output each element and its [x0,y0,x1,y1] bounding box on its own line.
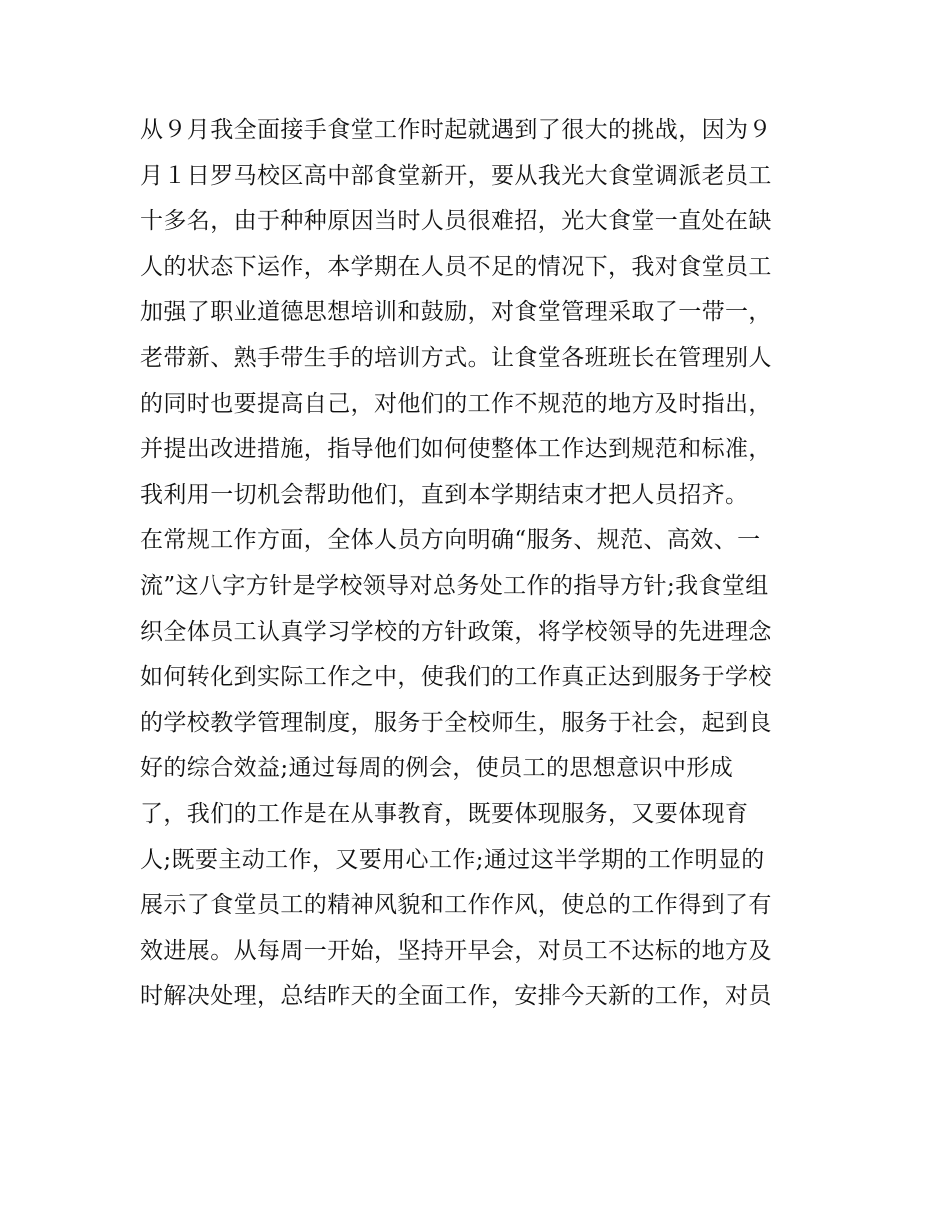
text-line: 的同时也要提高自己，对他们的工作不规范的地方及时指出， [140,390,772,417]
text-line: 展示了食堂员工的精神风貌和工作作风，使总的工作得到了有 [140,892,772,919]
text-line: 我利用一切机会帮助他们，直到本学期结束才把人员招齐。 [140,481,749,508]
text-line: 从９月我全面接手食堂工作时起就遇到了很大的挑战，因为９ [140,117,772,143]
text-line: 人的状态下运作，本学期在人员不足的情况下，我对食堂员工 [140,253,772,280]
text-line: 织全体员工认真学习学校的方针政策，将学校领导的先进理念 [140,618,772,645]
text-line: 并提出改进措施，指导他们如何使整体工作达到规范和标准， [140,436,772,463]
text-line: 人;既要主动工作，又要用心工作;通过这半学期的工作明显的 [140,846,765,873]
text-line: 十多名，由于种种原因当时人员很难招，光大食堂一直处在缺 [140,208,772,235]
text-line: 月１日罗马校区高中部食堂新开，要从我光大食堂调派老员工 [140,162,772,189]
text-line: 的学校教学管理制度，服务于全校师生，服务于社会，起到良 [140,709,772,736]
text-line: 如何转化到实际工作之中，使我们的工作真正达到服务于学校 [140,664,772,691]
text-line: 时解决处理，总结昨天的全面工作，安排今天新的工作，对员 [140,983,772,1010]
text-line: 好的综合效益;通过每周的例会，使员工的思想意识中形成 [140,755,734,782]
text-line: 在常规工作方面，全体人员方向明确“服务、规范、高效、一 [140,527,761,554]
text-line: 流”这八字方针是学校领导对总务处工作的指导方针;我食堂组 [140,572,769,599]
text-line: 了，我们的工作是在从事教育，既要体现服务，又要体现育 [140,800,749,827]
text-line: 效进展。从每周一开始，坚持开早会，对员工不达标的地方及 [140,937,772,964]
text-line: 老带新、熟手带生手的培训方式。让食堂各班班长在管理别人 [140,344,772,371]
text-line: 加强了职业道德思想培训和鼓励，对食堂管理采取了一带一， [140,299,772,326]
body-text [140,108,830,1020]
